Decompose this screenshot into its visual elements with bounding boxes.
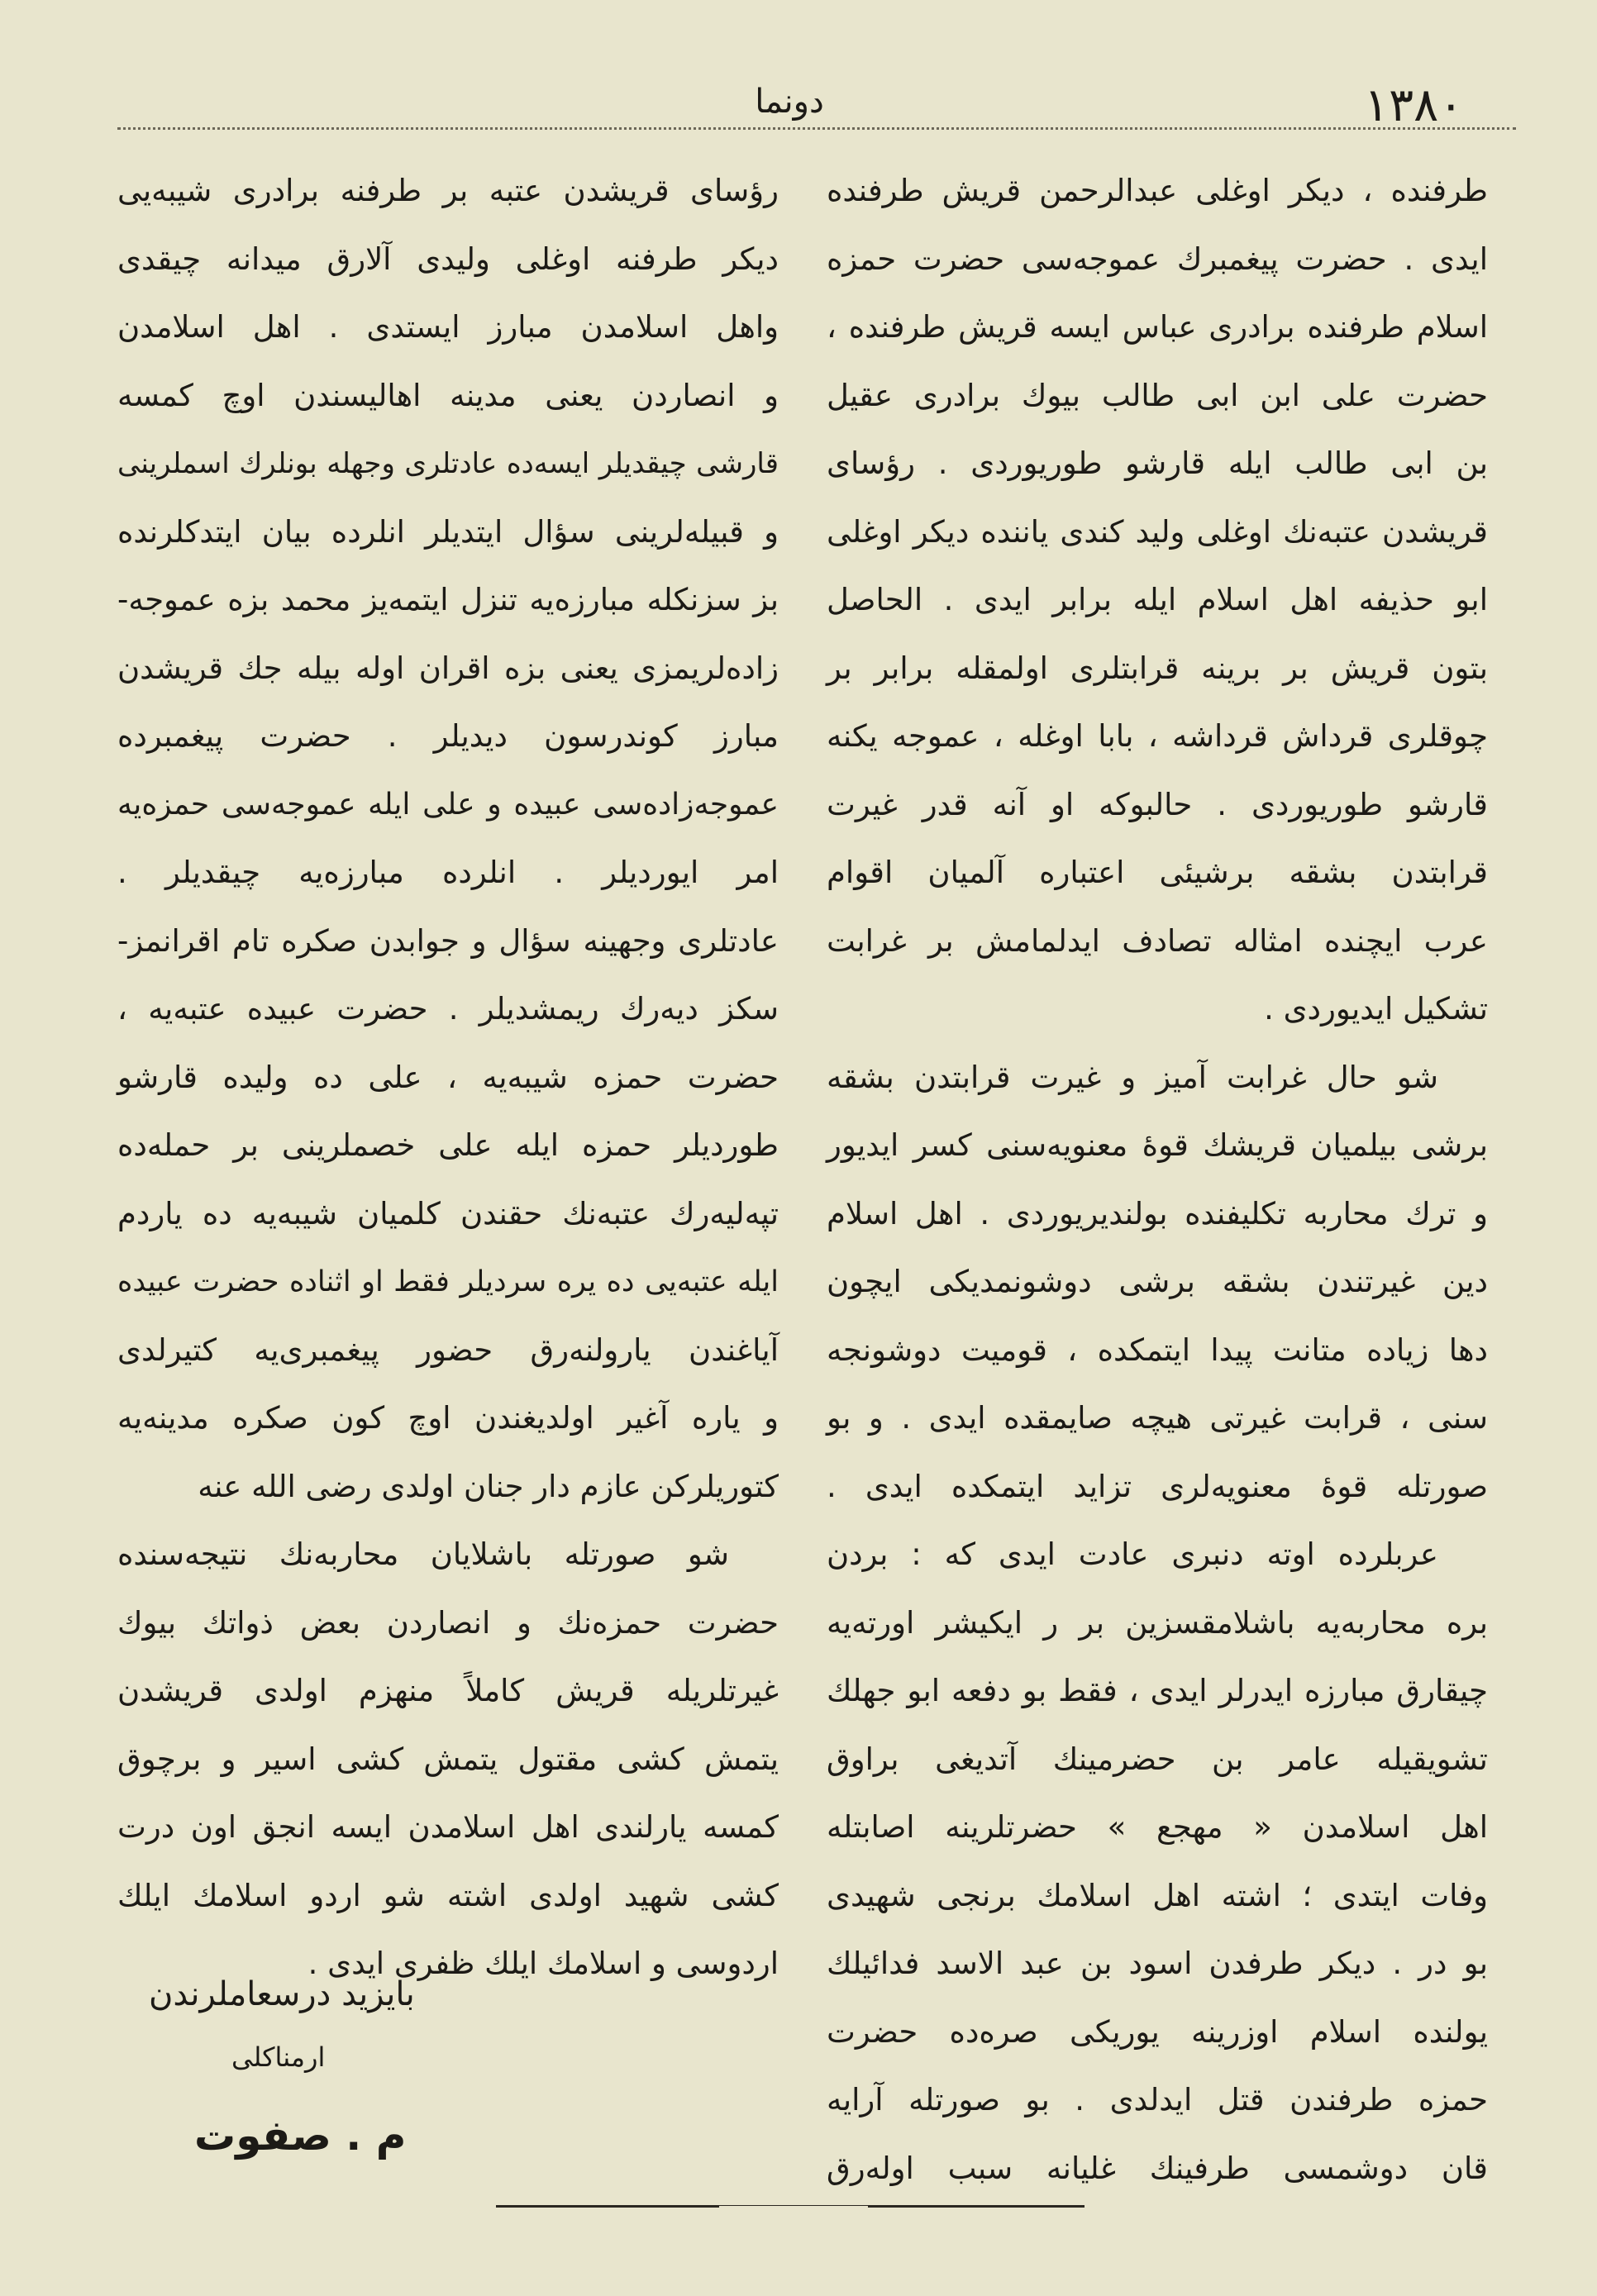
text-line: طرفنده ، دیکر اوغلی عبدالرحمن قریش طرفنده bbox=[827, 173, 1488, 208]
bottom-decorative-rule bbox=[496, 2205, 1085, 2208]
text-line: عادتلری وجهینه سؤال و جوابدن صکره تام اقرانمز- bbox=[117, 922, 779, 959]
text-line: شو حال غرابت آمیز و غیرت قرابتدن بشقه bbox=[827, 1059, 1438, 1095]
text-line: قرابتدن بشقه برشیئی اعتباره آلمیان اقوام bbox=[827, 855, 1488, 890]
text-line: قریشدن عتبه‌نك اوغلی ولید کندی یاننده دیکر اوغلی bbox=[827, 513, 1488, 550]
text-line: حضرت حمزه شیبه‌یه ، علی ده ولیده قارشو bbox=[117, 1059, 779, 1095]
text-line: امر ایوردیلر . انلرده مبارزه‌یه چیقدیلر . bbox=[117, 855, 779, 890]
text-line: قارشی چیقدیلر ایسه‌ده عادتلری وجهله بونلرك اسملرینی bbox=[117, 447, 779, 480]
text-line: اردوسی و اسلامك ایلك ظفری ایدی . bbox=[307, 1946, 779, 1981]
text-line: اسلام طرفنده برادری عباس ایسه قریش طرفنده ، bbox=[827, 309, 1488, 345]
text-line: قان دوشمسی طرفینك غلیانه سبب اوله‌رق bbox=[827, 2150, 1488, 2186]
text-line: واهل اسلامدن مبارز ایستدی . اهل اسلامدن bbox=[117, 309, 779, 345]
text-line: عرب ایچنده امثاله تصادف ایدلمامش بر غرابت bbox=[827, 922, 1488, 959]
text-line: یولنده اسلام اوزرینه یوریکی صره‌ده حضرت bbox=[827, 2013, 1488, 2050]
text-line: کمسه یارلندی اهل اسلامدن ایسه انجق اون درت bbox=[117, 1809, 779, 1845]
text-line: بز سزنکله مبارزه‌یه تنزل ایتمه‌یز محمد بزه عموجه‌- bbox=[117, 582, 779, 617]
text-line: بتون قریش بر برینه قرابتلری اولمقله برابر بر bbox=[827, 650, 1488, 686]
text-line: مبارز کوندرسون دیدیلر . حضرت پیغمبرده bbox=[117, 718, 779, 754]
text-line: قارشو طوریوردی . حالبوکه او آنه قدر غیرت bbox=[827, 786, 1488, 822]
text-line: آیاغندن یارولنه‌رق حضور پیغمبری‌یه کتیرلدی bbox=[117, 1331, 779, 1368]
text-line: دها زیاده متانت پیدا ایتمکده ، قومیت دوشونجه‌ bbox=[827, 1331, 1488, 1368]
text-line: چیقارق مبارزه ایدرلر ایدی ، فقط بو دفعه ابو جهلك bbox=[827, 1673, 1488, 1708]
text-line: حمزه طرفندن قتل ایدلدی . بو صورتله آرایه bbox=[827, 2082, 1488, 2117]
text-line: وفات ایتدی ؛ اشته اهل اسلامك برنجی شهیدی bbox=[827, 1877, 1488, 1913]
text-line: تپه‌لیه‌رك عتبه‌نك حقندن کلمیان شیبه‌یه ده یاردم bbox=[117, 1195, 779, 1231]
text-line: طوردیلر حمزه ایله علی خصملرینی بر حمله‌ده bbox=[117, 1127, 779, 1163]
text-line: زاده‌لریمزی یعنی بزه اقران اوله بیله جك قریشدن bbox=[117, 650, 779, 686]
text-line: غیرتلریله قریش کاملاً منهزم اولدی قریشدن bbox=[117, 1673, 779, 1708]
signature-author: م . صفوت bbox=[194, 2112, 407, 2160]
text-line: دین غیرتندن بشقه برشی دوشونمدیکی ایچون bbox=[827, 1264, 1488, 1299]
signature-place: ارمناکلی bbox=[231, 2041, 326, 2073]
text-line: تشکیل ایدیوردی . bbox=[1264, 991, 1488, 1027]
text-line: و قبیله‌لرینی سؤال ایتدیلر انلرده بیان ایتدکلرنده bbox=[117, 513, 779, 550]
text-line: و ترك محاربه تکلیفنده بولندیریوردی . اهل اسلام bbox=[827, 1195, 1488, 1231]
signature-source: بایزید درسعاملرندن bbox=[149, 1975, 415, 2013]
text-line: بره محاربه‌یه باشلامقسزین بر ر ایکیشر اورته‌یه bbox=[827, 1604, 1488, 1641]
text-line: رؤسای قریشدن عتبه بر طرفنه برادری شیبه‌یی bbox=[117, 173, 779, 208]
text-line: عموجه‌زاده‌سی عبیده و علی ایله عموجه‌سی حمزه‌یه bbox=[117, 787, 779, 822]
text-line: ایدی . حضرت پیغمبرك عموجه‌سی حضرت حمزه bbox=[827, 241, 1488, 277]
text-line: ابو حذیفه اهل اسلام ایله برابر ایدی . الحاصل bbox=[827, 582, 1488, 617]
text-line: و انصاردن یعنی مدینه اهالیسندن اوچ کمسه bbox=[117, 377, 779, 413]
text-line: تشویقیله عامر بن حضرمینك آتدیغی براوق bbox=[827, 1741, 1488, 1777]
text-line: ایله عتبه‌یی ده یره سردیلر فقط او اثناده حضرت عبیده bbox=[117, 1265, 779, 1298]
page-number: ١٣٨٠ bbox=[1364, 79, 1464, 132]
text-line: اهل اسلامدن « مهجع » حضرتلرینه اصابتله bbox=[827, 1809, 1488, 1845]
text-line: حضرت حمزه‌نك و انصاردن بعض ذواتك بیوك bbox=[117, 1604, 779, 1641]
text-line: سنی ، قرابت غیرتی هیچه صایمقده ایدی . و بو bbox=[827, 1400, 1488, 1436]
text-line: بو در . دیکر طرفدن اسود بن عبد الاسد فدائیلك bbox=[827, 1946, 1488, 1981]
running-title: دونما bbox=[755, 83, 824, 121]
text-line: بن ابی طالب ایله قارشو طوریوردی . رؤسای bbox=[827, 445, 1488, 481]
text-line: کتوریلرکن عازم دار جنان اولدی رضی الله عنه bbox=[198, 1468, 779, 1504]
text-line: شو صورتله باشلایان محاربه‌نك نتیجه‌سنده bbox=[117, 1536, 729, 1572]
text-line: چوقلری قرداش قرداشه ، بابا اوغله ، عموجه یکنه bbox=[827, 718, 1488, 754]
header-dotted-rule bbox=[117, 127, 1516, 130]
text-line: عربلرده اوته دنبری عادت ایدی که : بردن bbox=[827, 1536, 1438, 1572]
text-line: صورتله قوۀ معنویه‌لری تزاید ایتمکده ایدی . bbox=[827, 1468, 1488, 1504]
text-line: برشی بیلمیان قریشك قوۀ معنویه‌سنی کسر ایدیور bbox=[827, 1127, 1488, 1163]
text-line: سکز دیه‌رك ریمشدیلر . حضرت عبیده عتبه‌یه ، bbox=[117, 991, 779, 1027]
text-line: دیکر طرفنه اوغلی ولیدی آلارق میدانه چیقدی bbox=[117, 241, 779, 277]
text-line: و یاره آغیر اولدیغندن اوچ کون صکره مدینه‌یه bbox=[117, 1400, 779, 1436]
text-line: کشی شهید اولدی اشته شو اردو اسلامك ایلك bbox=[117, 1877, 779, 1913]
text-line: یتمش کشی مقتول یتمش کشی اسیر و برچوق bbox=[117, 1741, 779, 1777]
text-line: حضرت علی ابن ابی طالب بیوك برادری عقیل bbox=[827, 377, 1488, 413]
